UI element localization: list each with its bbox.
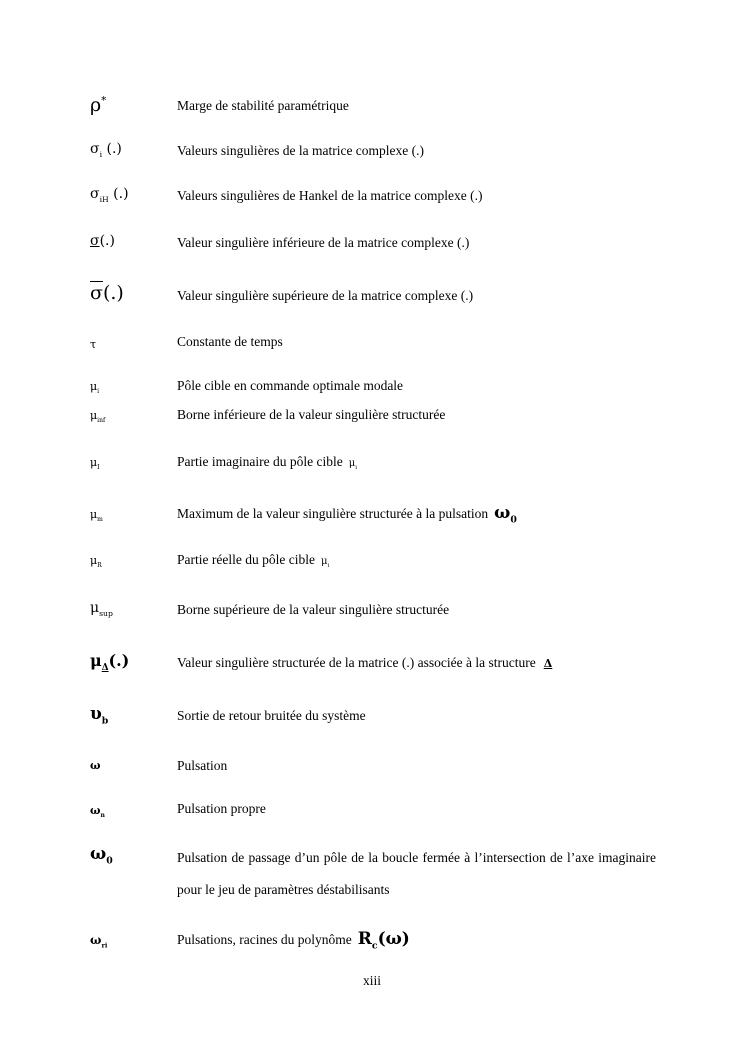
inline-symbol-mu-i: $\mu_i$ bbox=[320, 556, 330, 569]
symbol-mu-i: $\mu_i$ bbox=[90, 380, 100, 396]
symbol-sigma-ih: $\sigma_{iH}$ (.) bbox=[90, 186, 129, 204]
inline-symbol-mu-i: $\mu_i$ bbox=[348, 458, 357, 471]
description: Valeur singulière inférieure de la matrice complexe (.) bbox=[177, 235, 470, 250]
symbol-mu-imag: $\mu_I$ bbox=[90, 456, 100, 472]
description: Valeur singulière supérieure de la matrice complexe (.) bbox=[177, 288, 474, 303]
symbol-sigma-i: $\sigma_i$ (.) bbox=[90, 141, 122, 159]
description: Valeur singulière structurée de la matrice (.) associée à la structure Δ bbox=[177, 655, 553, 670]
symbol-omega: ω bbox=[90, 759, 101, 772]
description: Pulsation bbox=[177, 758, 228, 773]
description: Pulsation de passage d’un pôle de la boucle fermée à l’intersection de l’axe imaginaire pour le jeu de paramètres déstabilisants bbox=[177, 850, 656, 897]
symbol-mu-real: $\mu_R$ bbox=[90, 554, 102, 570]
symbol-rho-star: ρ* bbox=[90, 94, 107, 116]
description: Sortie de retour bruitée du système bbox=[177, 708, 366, 723]
page-number: xiii bbox=[362, 973, 381, 988]
symbol-sigma-upper: $\overline{\sigma}(.)$ bbox=[90, 282, 124, 304]
description: Pulsation propre bbox=[177, 801, 266, 816]
symbol-omega-n: $\omega_n$ bbox=[90, 804, 105, 820]
symbol-upsilon-b: $\upsilon_b$ bbox=[90, 704, 109, 727]
description: Borne supérieure de la valeur singulière structurée bbox=[177, 602, 450, 617]
description: Partie imaginaire du pôle cible $\mu_i$ bbox=[177, 454, 357, 471]
inline-symbol-delta: Δ bbox=[543, 657, 553, 670]
symbol-tau: τ bbox=[90, 338, 97, 351]
symbol-sigma-lower: σ(.) bbox=[90, 233, 115, 249]
symbol-mu-delta: $\mu_\Delta(.)$ bbox=[90, 651, 130, 674]
symbol-omega-0: $\omega_0$ bbox=[90, 844, 113, 867]
description: Marge de stabilité paramétrique bbox=[177, 98, 349, 113]
symbol-omega-ri: $\omega_{ri}$ bbox=[90, 933, 108, 950]
inline-symbol-omega-0: $\omega_0$ bbox=[494, 503, 517, 526]
inline-symbol-rc-omega: $R_c(\omega)$ bbox=[357, 929, 410, 952]
symbol-mu-inf: $\mu_{inf}$ bbox=[90, 409, 106, 425]
description: Pulsations, racines du polynôme $R_c(\omega)$ bbox=[177, 929, 410, 952]
description: Valeurs singulières de la matrice complexe (.) bbox=[177, 143, 425, 158]
description: Partie réelle du pôle cible $\mu_i$ bbox=[177, 552, 330, 569]
symbol-mu-m: $\mu_m$ bbox=[90, 508, 103, 524]
description: Valeurs singulières de Hankel de la matrice complexe (.) bbox=[177, 188, 483, 203]
symbol-mu-sup: $\mu_{sup}$ bbox=[90, 600, 113, 618]
description: Borne inférieure de la valeur singulière structurée bbox=[177, 407, 446, 422]
description: Pôle cible en commande optimale modale bbox=[177, 378, 404, 393]
description: Maximum de la valeur singulière structurée à la pulsation $\omega_0$ bbox=[177, 503, 517, 526]
description: Constante de temps bbox=[177, 334, 283, 349]
